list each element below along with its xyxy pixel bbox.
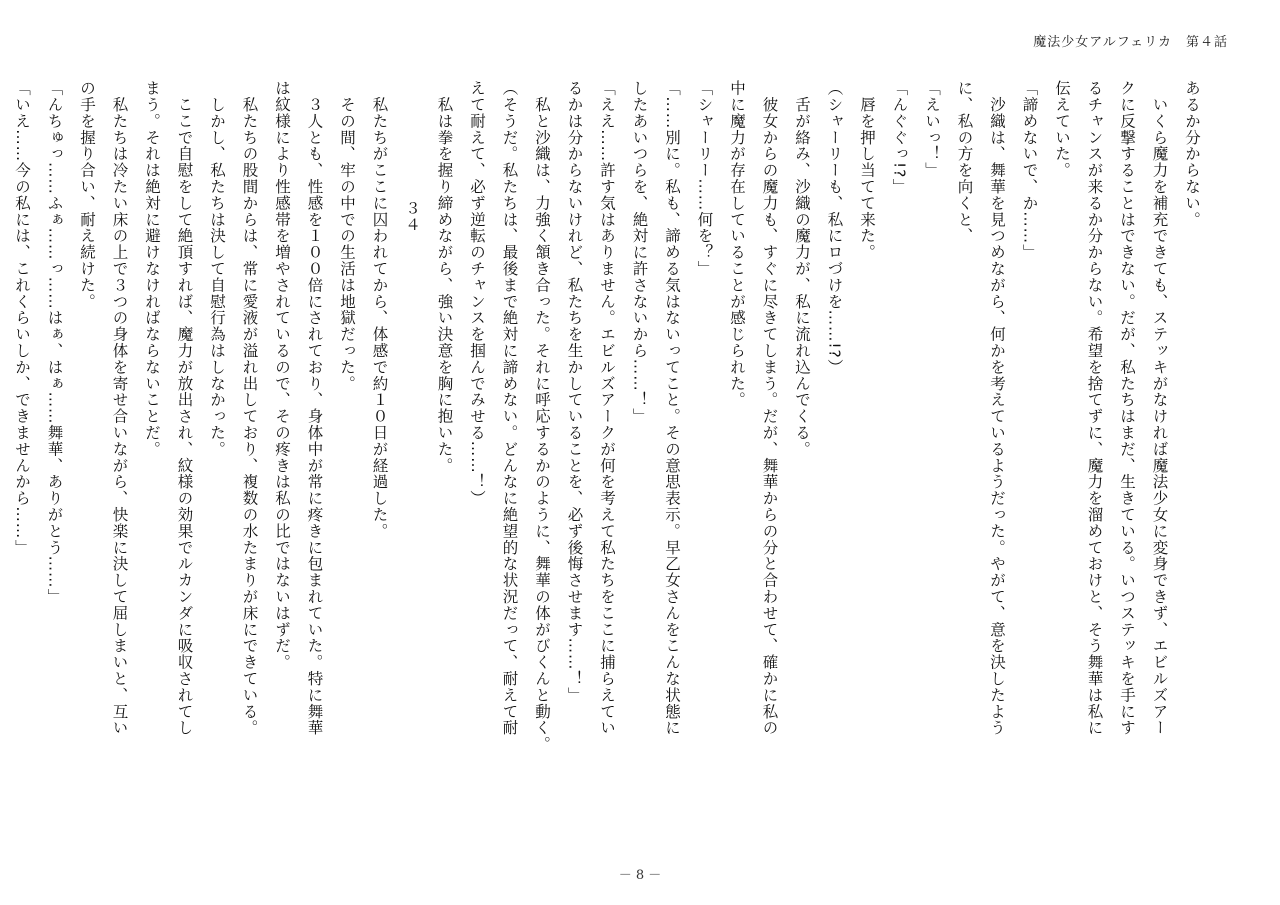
text-line: 私と沙織は、力強く頷き合った。それに呼応するかのように、舞華の体がびくんと動く。 (533, 80, 551, 753)
text-line: 「……別に。私も、諦める気はないってこと。その意思表示。早乙女さんをこんな状態に (663, 80, 681, 736)
text-line: 私たちの股間からは、常に愛液が溢れ出しており、複数の水たまりが床にできている。 (240, 80, 259, 736)
text-line: ここで自慰をして絶頂すれば、魔力が放出され、紋様の効果でルカンダに吸収されてし (175, 80, 194, 736)
text-line: （シャーリーも、私にロづけを……!?） (825, 80, 844, 376)
book-title: 魔法少女アルフェリカ (1033, 35, 1172, 50)
text-line: （そうだ。私たちは、最後まで絶対に諦めない。どんなに絶望的な状況だって、耐えて耐 (500, 80, 519, 736)
text-line: るチャンスが来るか分からない。希望を捨てずに、魔力を溜めておけと、そう舞華は私に (1085, 80, 1104, 736)
text-line: あるか分からない。 (1183, 80, 1201, 228)
text-line: したあいつらを、絶対に許さないから……！」 (630, 80, 649, 425)
text-line: の手を握り合い、耐え続けた。 (78, 80, 96, 310)
text-line: は紋様により性感帯を増やされているので、その疼きは私の比ではないはずだ。 (273, 80, 291, 671)
running-header (1033, 31, 1228, 50)
text-line: 「いえ……今の私には、これくらいしか、できませんから……」 (13, 80, 31, 556)
text-line: 中に魔力が存在していることが感じられた。 (728, 80, 746, 408)
text-line: 舌が絡み、沙織の魔力が、私に流れ込んでくる。 (793, 80, 811, 458)
text-line: えて耐えて、必ず逆転のチャンスを掴んでみせる……！） (468, 80, 486, 507)
text-line: 私は拳を握り締めながら、強い決意を胸に抱いた。 (435, 80, 454, 474)
vertical-body-text (13, 80, 1208, 870)
text-line: に、私の方を向くと、 (955, 80, 974, 244)
chapter-number: ３４ (403, 200, 421, 233)
text-line: 私たちは冷たい床の上で３つの身体を寄せ合いながら、快楽に決して屈しまいと、互い (110, 80, 129, 736)
episode-label: 第４話 (1185, 35, 1228, 50)
page-number: － 8 － (618, 868, 662, 883)
text-line: 「ええ……許す気はありません。エビルズアークが何を考えて私たちをここに捕らえてい (598, 80, 616, 736)
text-line: 「諦めないで、か……」 (1020, 80, 1039, 261)
text-line: しかし、私たちは決して自慰行為はしなかった。 (208, 80, 226, 458)
text-line: 「えいっ！」 (923, 80, 941, 179)
text-line: 伝えていた。 (1053, 80, 1071, 179)
text-line: 私たちがここに囚われてから、体感で約１０日が経過した。 (370, 80, 389, 540)
text-line: るかは分からないけれど、私たちを生かしていることを、必ず後悔させます……！」 (565, 80, 584, 704)
text-line: クに反撃することはできない。だが、私たちはまだ、生きている。いつステッキを手にす (1118, 80, 1136, 736)
text-line: 唇を押し当てて来た。 (858, 80, 876, 261)
text-line: 「んちゅっ……ふぁ……っ……はぁ、はぁ……舞華、ありがとう……」 (45, 80, 64, 605)
text-line: いくら魔力を補充できても、ステッキがなければ魔法少女に変身できず、エビルズアー (1150, 80, 1169, 736)
text-line: 「シャーリー……何を？」 (695, 80, 714, 277)
text-line: 「んぐぐっ!?」 (890, 80, 909, 195)
text-line: 彼女からの魔力も、すぐに尽きてしまう。だが、舞華からの分と合わせて、確かに私の (760, 80, 779, 736)
text-line: 沙織は、舞華を見つめながら、何かを考えているようだった。やがて、意を決したよう (988, 80, 1006, 736)
text-line: まう。それは絶対に避けなければならないことだ。 (143, 80, 161, 458)
text-line: ３人とも、性感を１００倍にされており、身体中が常に疼きに包まれていた。特に舞華 (305, 80, 324, 736)
text-line: その間、牢の中での生活は地獄だった。 (338, 80, 356, 392)
